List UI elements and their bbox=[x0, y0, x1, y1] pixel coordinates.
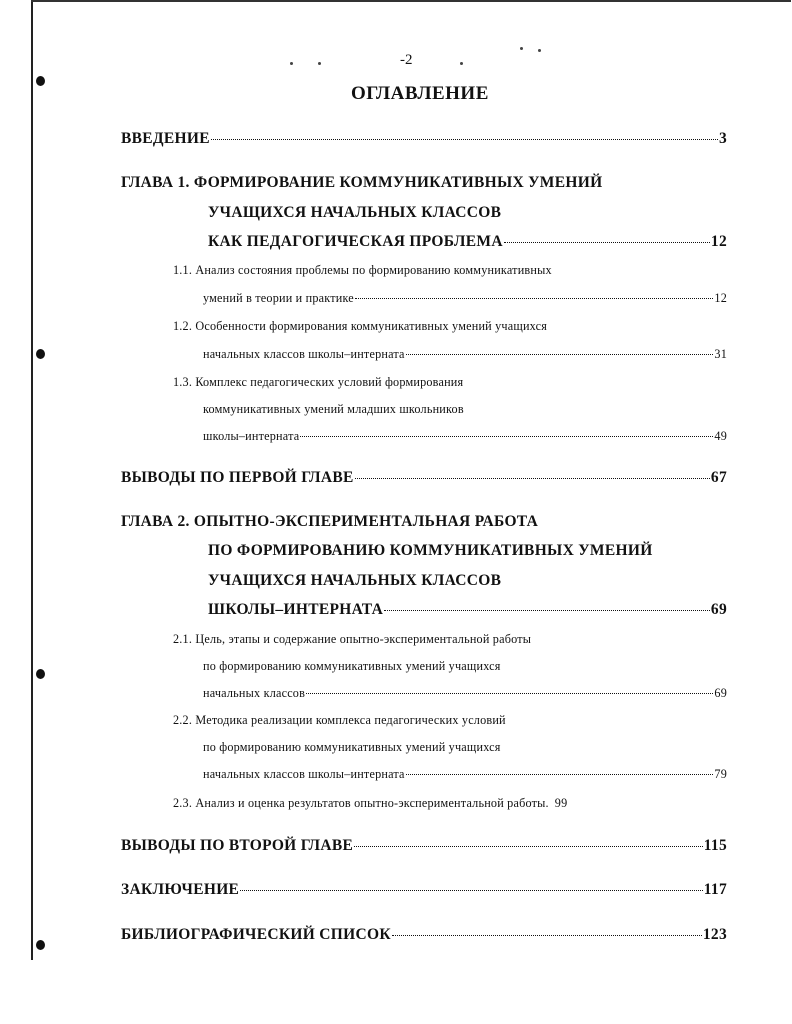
toc-entry-page: 31 bbox=[714, 347, 727, 361]
punch-hole-mark bbox=[36, 349, 45, 359]
toc-entry-chapter-1-conclusions[interactable] bbox=[121, 469, 727, 487]
toc-entry-page: 49 bbox=[714, 429, 727, 443]
toc-entry-label: ЗАКЛЮЧЕНИЕ bbox=[121, 881, 240, 898]
chapter-2-title-line: ПО ФОРМИРОВАНИЮ КОММУНИКАТИВНЫХ УМЕНИЙ bbox=[208, 542, 653, 559]
toc-entry-chapter-1[interactable] bbox=[208, 233, 727, 251]
chapter-2-title-line: ГЛАВА 2. ОПЫТНО-ЭКСПЕРИМЕНТАЛЬНАЯ РАБОТА bbox=[121, 513, 539, 530]
toc-entry-page: 99 bbox=[554, 796, 568, 810]
page-title: ОГЛАВЛЕНИЕ bbox=[351, 83, 489, 104]
toc-entry-label: школы–интерната bbox=[203, 429, 300, 443]
toc-entry-page: 117 bbox=[703, 881, 727, 898]
toc-entry-page: 69 bbox=[714, 686, 727, 700]
dot-leader bbox=[406, 774, 714, 775]
toc-entry-section-2-3[interactable] bbox=[173, 796, 727, 811]
toc-entry-page: 12 bbox=[714, 291, 727, 305]
scan-speck bbox=[538, 49, 541, 52]
scan-speck bbox=[290, 62, 293, 65]
toc-entry-label: ВВЕДЕНИЕ bbox=[121, 130, 210, 147]
toc-entry-page: 123 bbox=[702, 926, 727, 943]
toc-entry-label: умений в теории и практике bbox=[203, 291, 354, 305]
dot-leader bbox=[384, 610, 710, 611]
punch-hole-mark bbox=[36, 669, 45, 679]
toc-entry-section-2-1[interactable] bbox=[203, 686, 727, 701]
dot-leader bbox=[406, 354, 714, 355]
toc-entry-section-1-2[interactable] bbox=[203, 347, 727, 362]
punch-hole-mark bbox=[36, 940, 45, 950]
toc-entry-page: 79 bbox=[714, 767, 727, 781]
dot-leader bbox=[211, 139, 718, 140]
toc-entry-label: БИБЛИОГРАФИЧЕСКИЙ СПИСОК bbox=[121, 926, 391, 943]
section-1-3-title-line: коммуникативных умений младших школьников bbox=[203, 402, 464, 416]
scan-speck bbox=[460, 62, 463, 65]
toc-entry-section-1-3[interactable] bbox=[203, 429, 727, 444]
punch-hole-mark bbox=[36, 76, 45, 86]
toc-entry-label: начальных классов школы–интерната bbox=[203, 347, 405, 361]
dot-leader bbox=[240, 890, 703, 891]
toc-entry-label: начальных классов bbox=[203, 686, 306, 700]
toc-entry-page: 3 bbox=[718, 130, 727, 147]
toc-entry-chapter-2[interactable] bbox=[208, 601, 727, 619]
dot-leader bbox=[355, 298, 713, 299]
toc-entry-label: КАК ПЕДАГОГИЧЕСКАЯ ПРОБЛЕМА bbox=[208, 233, 503, 250]
toc-entry-conclusion[interactable] bbox=[121, 881, 727, 899]
toc-entry-label: начальных классов школы–интерната bbox=[203, 767, 405, 781]
toc-entry-section-1-1[interactable] bbox=[203, 291, 727, 306]
section-1-2-title-line: 1.2. Особенности формирования коммуникативных умений учащихся bbox=[173, 319, 548, 333]
dot-leader bbox=[300, 436, 713, 437]
section-2-1-title-line: по формированию коммуникативных умений учащихся bbox=[203, 659, 501, 673]
page-number: -2 bbox=[400, 52, 413, 68]
section-2-1-title-line: 2.1. Цель, этапы и содержание опытно-экспериментальной работы bbox=[173, 632, 532, 646]
toc-entry-bibliography[interactable] bbox=[121, 926, 727, 944]
chapter-2-title-line: УЧАЩИХСЯ НАЧАЛЬНЫХ КЛАССОВ bbox=[208, 572, 502, 589]
chapter-1-title-line: УЧАЩИХСЯ НАЧАЛЬНЫХ КЛАССОВ bbox=[208, 204, 502, 221]
toc-entry-page: 69 bbox=[710, 601, 727, 618]
section-1-1-title-line: 1.1. Анализ состояния проблемы по формированию коммуникативных bbox=[173, 263, 552, 277]
scan-edge-left bbox=[31, 0, 33, 960]
dot-leader bbox=[354, 846, 703, 847]
dot-leader bbox=[504, 242, 710, 243]
toc-entry-page: 115 bbox=[703, 837, 727, 854]
toc-entry-page: 67 bbox=[710, 469, 727, 486]
scan-speck bbox=[520, 47, 523, 50]
section-2-2-title-line: 2.2. Методика реализации комплекса педагогических условий bbox=[173, 713, 506, 727]
toc-entry-label: ШКОЛЫ–ИНТЕРНАТА bbox=[208, 601, 384, 618]
section-2-2-title-line: по формированию коммуникативных умений учащихся bbox=[203, 740, 501, 754]
dot-leader bbox=[355, 478, 710, 479]
scan-speck bbox=[318, 62, 321, 65]
toc-entry-label: ВЫВОДЫ ПО ПЕРВОЙ ГЛАВЕ bbox=[121, 469, 354, 486]
dot-leader bbox=[306, 693, 713, 694]
toc-entry-page: 12 bbox=[710, 233, 727, 250]
chapter-1-title-line: ГЛАВА 1. ФОРМИРОВАНИЕ КОММУНИКАТИВНЫХ УМЕНИЙ bbox=[121, 174, 603, 191]
toc-entry-section-2-2[interactable] bbox=[203, 767, 727, 782]
toc-entry-label: ВЫВОДЫ ПО ВТОРОЙ ГЛАВЕ bbox=[121, 837, 354, 854]
toc-entry-intro[interactable] bbox=[121, 130, 727, 148]
toc-entry-label: 2.3. Анализ и оценка результатов опытно-экспериментальной работы. bbox=[173, 796, 549, 810]
toc-entry-chapter-2-conclusions[interactable] bbox=[121, 837, 727, 855]
scan-edge-top bbox=[31, 0, 791, 2]
dot-leader bbox=[392, 935, 702, 936]
section-1-3-title-line: 1.3. Комплекс педагогических условий формирования bbox=[173, 375, 464, 389]
